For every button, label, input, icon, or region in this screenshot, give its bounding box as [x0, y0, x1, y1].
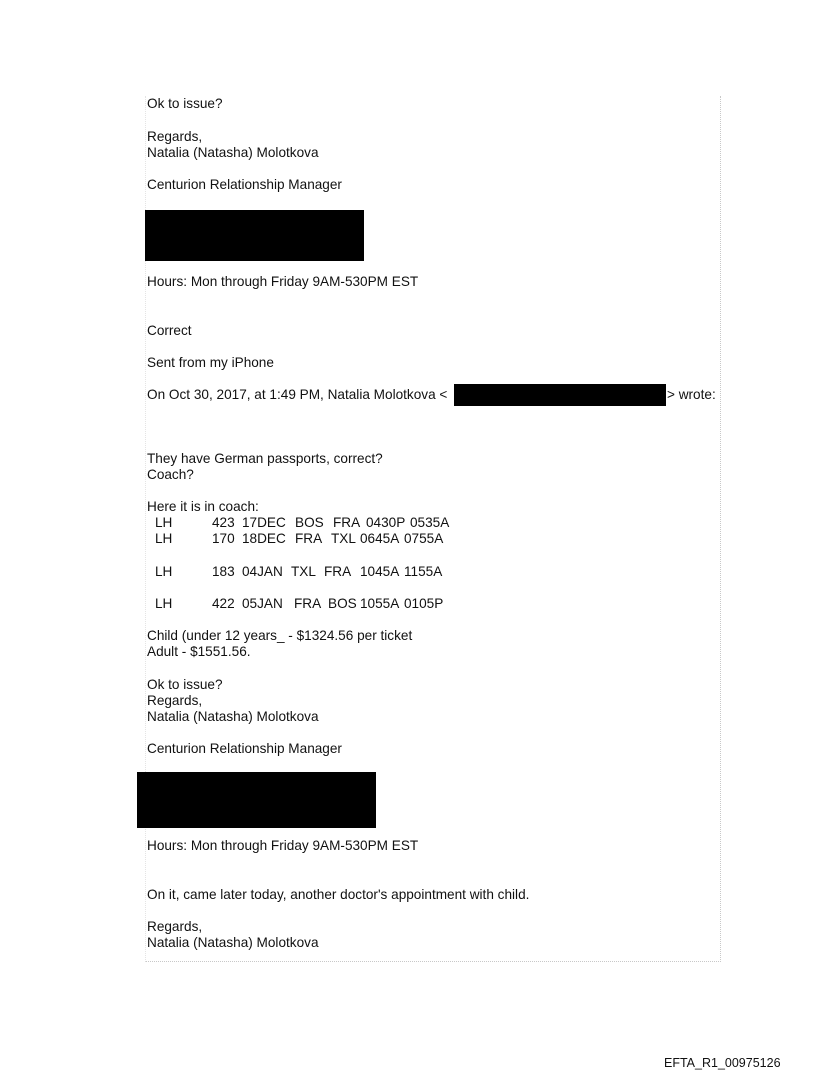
flight-origin: BOS: [295, 515, 324, 530]
redaction-block: [145, 210, 364, 261]
flight-arrive-time: 0755A: [404, 531, 444, 546]
itinerary-intro: Here it is in coach:: [147, 499, 259, 514]
hours-line: Hours: Mon through Friday 9AM-530PM EST: [147, 838, 419, 853]
flight-arrive-time: 0535A: [410, 515, 450, 530]
flight-origin: FRA: [295, 531, 323, 546]
passport-question: They have German passports, correct?: [147, 451, 383, 466]
flight-airline: LH: [155, 596, 173, 611]
sent-from-line: Sent from my iPhone: [147, 355, 274, 370]
regards-line: Regards,: [147, 919, 203, 934]
flight-destination: TXL: [331, 531, 356, 546]
flight-depart-time: 1055A: [360, 596, 400, 611]
ok-to-issue-line: Ok to issue?: [147, 677, 223, 692]
flight-number: 423: [212, 515, 235, 530]
redaction-block: [137, 772, 376, 828]
flight-origin: TXL: [291, 564, 316, 579]
ok-to-issue-line: Ok to issue?: [147, 96, 223, 111]
flight-destination: FRA: [333, 515, 361, 530]
flight-depart-time: 0645A: [360, 531, 400, 546]
reply-text: Correct: [147, 323, 192, 338]
signature-name: Natalia (Natasha) Molotkova: [147, 145, 319, 160]
flight-arrive-time: 1155A: [404, 564, 443, 579]
signature-name: Natalia (Natasha) Molotkova: [147, 709, 319, 724]
flight-date: 17DEC: [242, 515, 286, 530]
hours-line: Hours: Mon through Friday 9AM-530PM EST: [147, 274, 419, 289]
flight-depart-time: 0430P: [366, 515, 406, 530]
flight-depart-time: 1045A: [360, 564, 400, 579]
flight-airline: LH: [155, 515, 173, 530]
reply-text: On it, came later today, another doctor's appointment with child.: [147, 887, 530, 902]
document-id: EFTA_R1_00975126: [664, 1056, 781, 1070]
flight-airline: LH: [155, 564, 173, 579]
quote-header-suffix: > wrote:: [667, 387, 716, 402]
regards-line: Regards,: [147, 693, 203, 708]
price-child: Child (under 12 years_ - $1324.56 per ticket: [147, 628, 413, 643]
flight-origin: FRA: [294, 596, 322, 611]
signature-title: Centurion Relationship Manager: [147, 741, 342, 756]
flight-destination: BOS: [328, 596, 357, 611]
regards-line: Regards,: [147, 129, 203, 144]
signature-name: Natalia (Natasha) Molotkova: [147, 935, 319, 950]
quote-header: On Oct 30, 2017, at 1:49 PM, Natalia Molotkova <: [147, 387, 448, 402]
flight-number: 183: [212, 564, 235, 579]
flight-destination: FRA: [324, 564, 352, 579]
flight-date: 05JAN: [242, 596, 283, 611]
price-adult: Adult - $1551.56.: [147, 644, 251, 659]
flight-date: 18DEC: [242, 531, 286, 546]
flight-airline: LH: [155, 531, 173, 546]
flight-number: 170: [212, 531, 235, 546]
flight-number: 422: [212, 596, 235, 611]
coach-question: Coach?: [147, 467, 194, 482]
signature-title: Centurion Relationship Manager: [147, 177, 342, 192]
flight-date: 04JAN: [242, 564, 283, 579]
redacted-email-address: [454, 384, 666, 406]
flight-arrive-time: 0105P: [404, 596, 444, 611]
